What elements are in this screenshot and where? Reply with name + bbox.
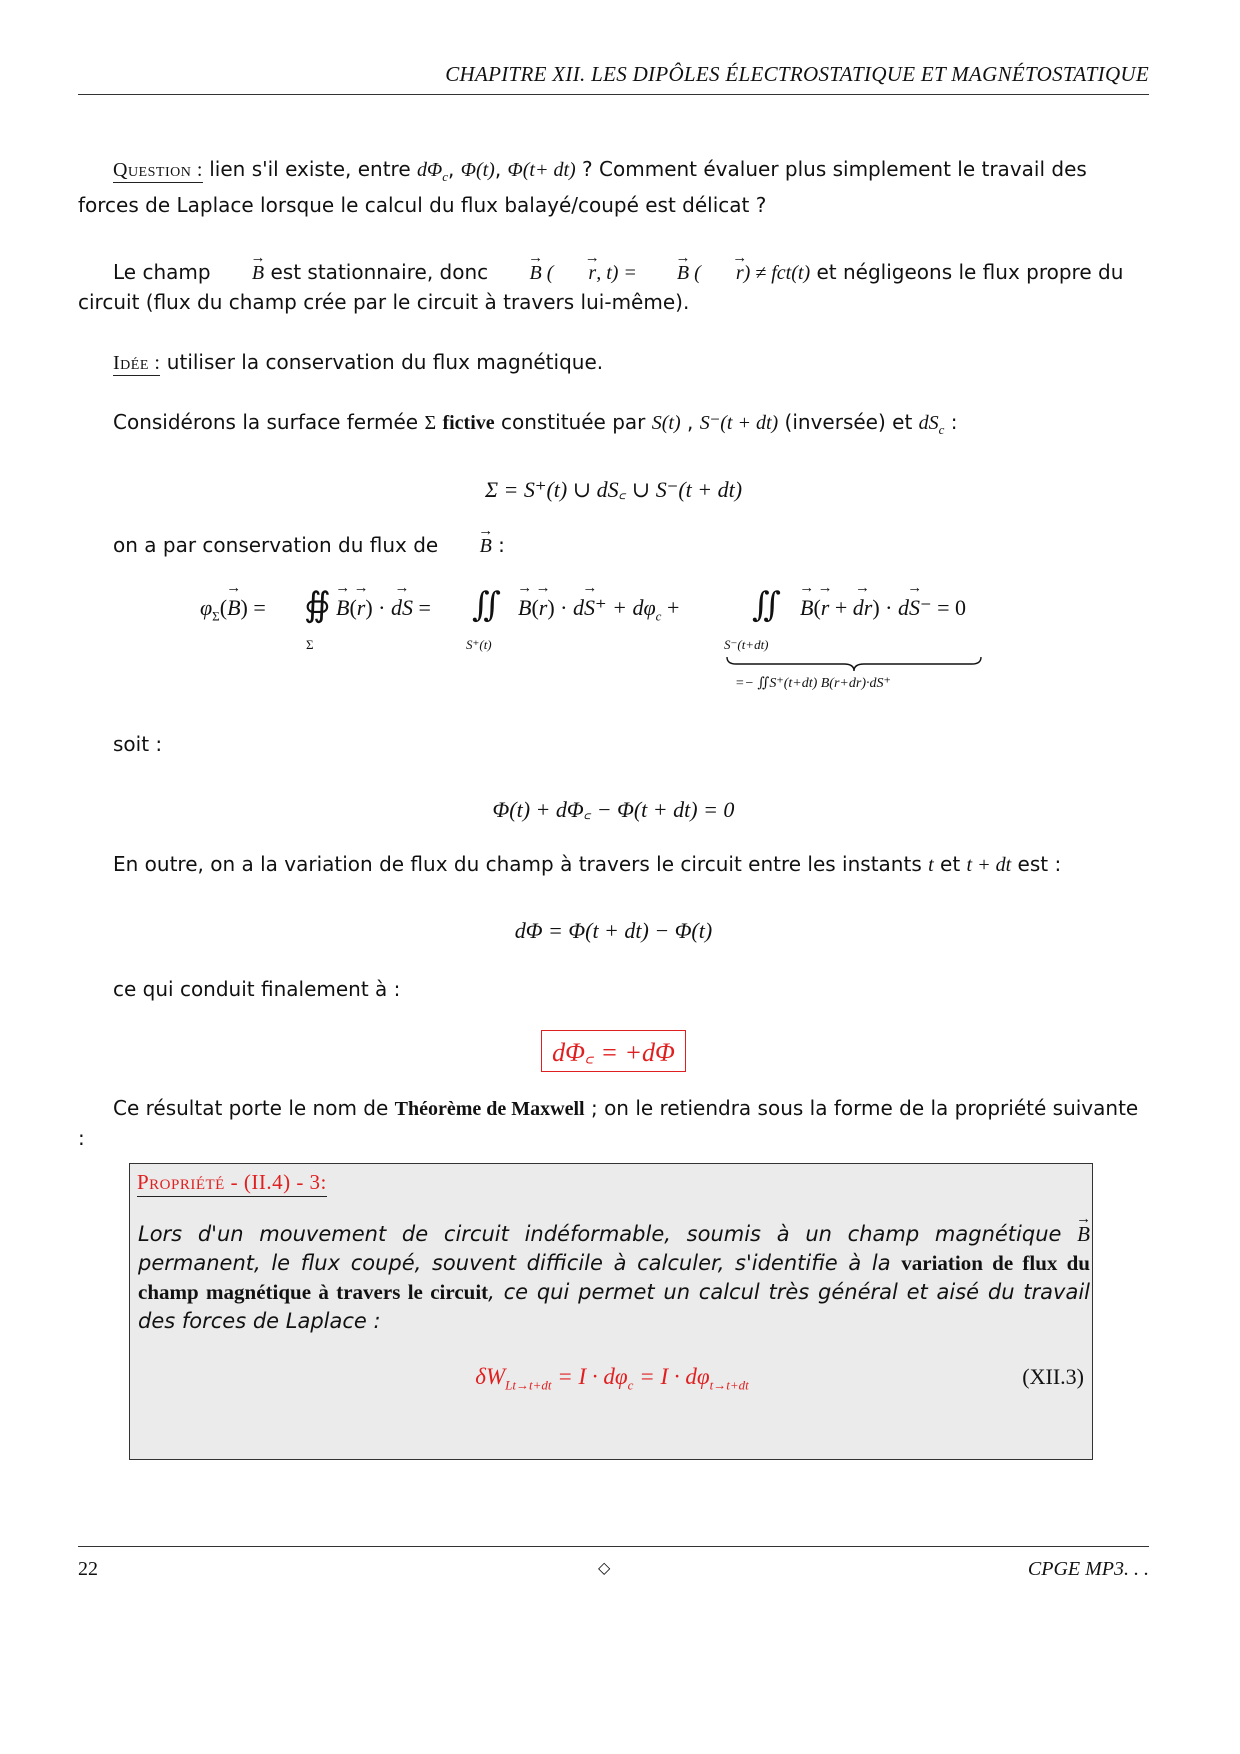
vector-B: → B xyxy=(642,259,689,288)
equation-sigma: Σ = S⁺(t) ∪ dS꜀ ∪ S⁻(t + dt) xyxy=(484,477,743,502)
conservation-paragraph: on a par conservation du flux de → B : xyxy=(78,531,1149,561)
vector-B: → B xyxy=(495,259,542,288)
property-title: Propriété - (II.4) - 3: xyxy=(137,1170,327,1197)
underbrace-label: =− ∬S⁺(t+dt) B(r+dr)·dS⁺ xyxy=(735,676,891,691)
result-box: dΦ꜀ = +dΦ xyxy=(541,1030,686,1072)
property-text: Lors d'un mouvement de circuit indéformable, soumis à un champ magnétique → B permanent, le flux coupé, souvent difficile à calculer, s'identifie à la variation de flux du champ magnétique à travers le circuit, ce qui permet un calcul très général et aisé du travail des forces de Laplace : xyxy=(138,1220,1090,1336)
header-rule xyxy=(78,94,1149,95)
underbrace xyxy=(726,655,982,673)
sym-phi-tdt: Φ(t+ dt) xyxy=(507,159,576,181)
page-number: 22 xyxy=(78,1558,98,1580)
vector-B: → B xyxy=(217,259,264,288)
soit-text: soit : xyxy=(113,732,163,756)
equation-dphi: dΦ = Φ(t + dt) − Φ(t) xyxy=(514,918,713,943)
idee-paragraph xyxy=(78,348,1149,378)
bold-maxwell: Théorème de Maxwell xyxy=(394,1098,585,1120)
running-header: CHAPITRE XII. LES DIPÔLES ÉLECTROSTATIQUE ET MAGNÉTOSTATIQUE xyxy=(445,62,1149,86)
considerons-paragraph: Considérons la surface fermée Σ fictive constituée par S(t) , S⁻(t + dt) (inversée) et $dS_c$ : xyxy=(113,410,958,437)
property-box xyxy=(129,1163,1093,1460)
vector-B: → B xyxy=(1077,1220,1090,1249)
maxwell-paragraph: Ce résultat porte le nom de Théorème de Maxwell ; on le retiendra sous la forme de la propriété suivante : xyxy=(78,1096,1139,1150)
question-label: Question : xyxy=(113,159,203,181)
conduit-text: ce qui conduit finalement à : xyxy=(113,977,401,1001)
vector-r: → r xyxy=(701,259,744,288)
footer-title: CPGE MP3. . . xyxy=(1027,1558,1149,1580)
surface-integral: ∬ xyxy=(752,587,781,624)
bold-fictive: fictive xyxy=(442,412,495,434)
idee-label: Idée : xyxy=(113,352,161,374)
champ-paragraph: Le champ → B est stationnaire, donc → B (→ r, t) = → B (→ r) ≠ fct(t) et négligeons le flux propre du circuit (flux du champ crée par le circuit à travers lui-même). xyxy=(78,258,1149,317)
bold-variation: variation de flux du champ magnétique à travers le circuit xyxy=(138,1251,1090,1304)
equation-phi: Φ(t) + dΦ꜀ − Φ(t + dt) = 0 xyxy=(492,797,735,822)
sym-dphic: $d\Phi_c$ xyxy=(416,159,448,184)
vector-B: → B xyxy=(227,595,240,621)
surface-integral: ∬ xyxy=(472,587,501,624)
idee-text: utiliser la conservation du flux magnétique. xyxy=(160,350,604,374)
question-paragraph: Question : lien s'il existe, entre $d\Phi_c$, Φ(t), Φ(t+ dt) ? Comment évaluer plus simplement le travail des forces de Laplace lorsque le calcul du flux balayé/coupé est délicat ? xyxy=(78,157,1087,217)
closed-surface-integral: ∯ xyxy=(304,587,331,624)
question-text-b: ? Comment évaluer plus simplement le travail des forces de Laplace lorsque le calcul du flux balayé/coupé est délicat ? xyxy=(78,157,1087,217)
question-text-a: lien s'il existe, entre xyxy=(202,157,417,181)
vector-r: → r xyxy=(553,259,596,288)
equation-number: (XII.3) xyxy=(1022,1364,1084,1389)
footer-rule xyxy=(78,1546,1149,1547)
en-outre-paragraph: En outre, on a la variation de flux du champ à travers le circuit entre les instants t et t + dt est : xyxy=(113,852,1062,876)
sym-phi-t: Φ(t) xyxy=(460,159,495,181)
vector-B: → B xyxy=(445,532,492,561)
diamond-icon: ◇ xyxy=(598,1560,611,1577)
result-equation xyxy=(78,1030,1149,1072)
property-equation: $\delta W_{Lt\to t+dt} = I \cdot d\varphi_c = I \cdot d\varphi_{t\to t+dt}$ xyxy=(475,1364,749,1393)
equation-flux-conservation: $\varphi_\Sigma(\to B)$ = ∯ Σ → B(→ r) · → dS = ∬ S⁺(t) → B(→ r) · → $dS^+ + d\varphi_c$ + ∬ S⁻(t+dt) → B(→ r + → dr) · → dS⁻ = 0 =− ∬S⁺(t+dt) B(r+dr)·dS⁺ xyxy=(200,585,1040,695)
